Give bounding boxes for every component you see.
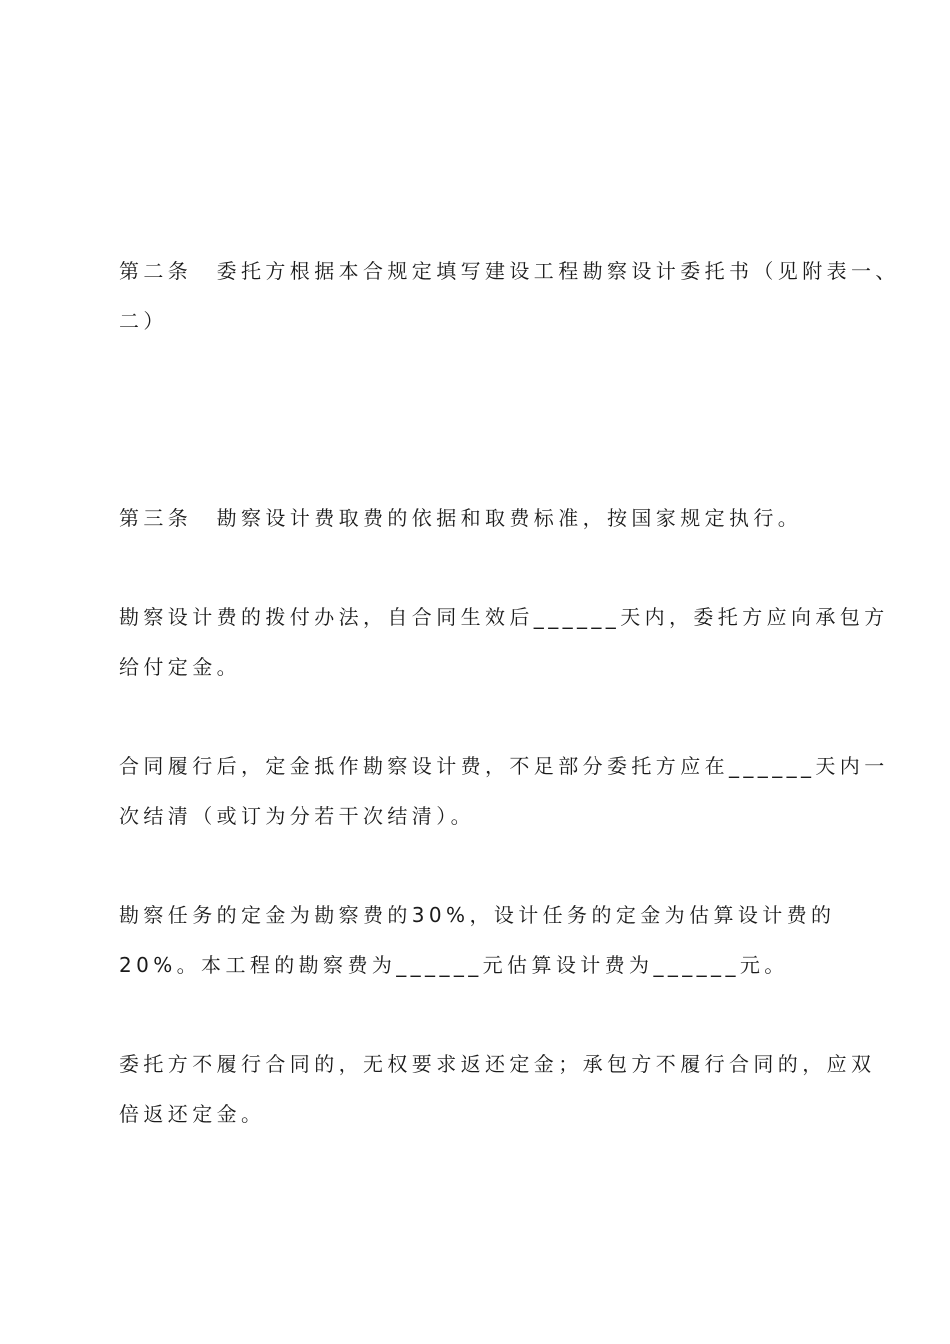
paragraph-line: 勘察设计费的拨付办法，自合同生效后______天内，委托方应向承包方: [119, 605, 889, 629]
paragraph-line: 给付定金。: [119, 655, 241, 679]
paragraph-line: 委托方不履行合同的，无权要求返还定金；承包方不履行合同的，应双: [119, 1052, 876, 1076]
paragraph-line: 第三条 勘察设计费取费的依据和取费标准，按国家规定执行。: [119, 506, 803, 530]
paragraph-line: 20%。本工程的勘察费为______元估算设计费为______元。: [119, 953, 789, 977]
payment-method-paragraph: [119, 592, 889, 692]
settlement-paragraph: [119, 741, 889, 841]
clause-three-paragraph: [119, 493, 839, 543]
paragraph-line: 二）: [119, 309, 168, 333]
paragraph-line: 勘察任务的定金为勘察费的30%，设计任务的定金为估算设计费的: [119, 903, 836, 927]
paragraph-line: 合同履行后，定金抵作勘察设计费，不足部分委托方应在______天内一: [119, 754, 889, 778]
paragraph-line: 次结清（或订为分若干次结清）。: [119, 804, 475, 828]
breach-paragraph: [119, 1039, 876, 1139]
paragraph-line: 倍返还定金。: [119, 1102, 266, 1126]
paragraph-line: 第二条 委托方根据本合规定填写建设工程勘察设计委托书（见附表一、: [119, 259, 900, 283]
clause-two-paragraph: [119, 246, 900, 346]
deposit-rate-paragraph: [119, 890, 839, 990]
